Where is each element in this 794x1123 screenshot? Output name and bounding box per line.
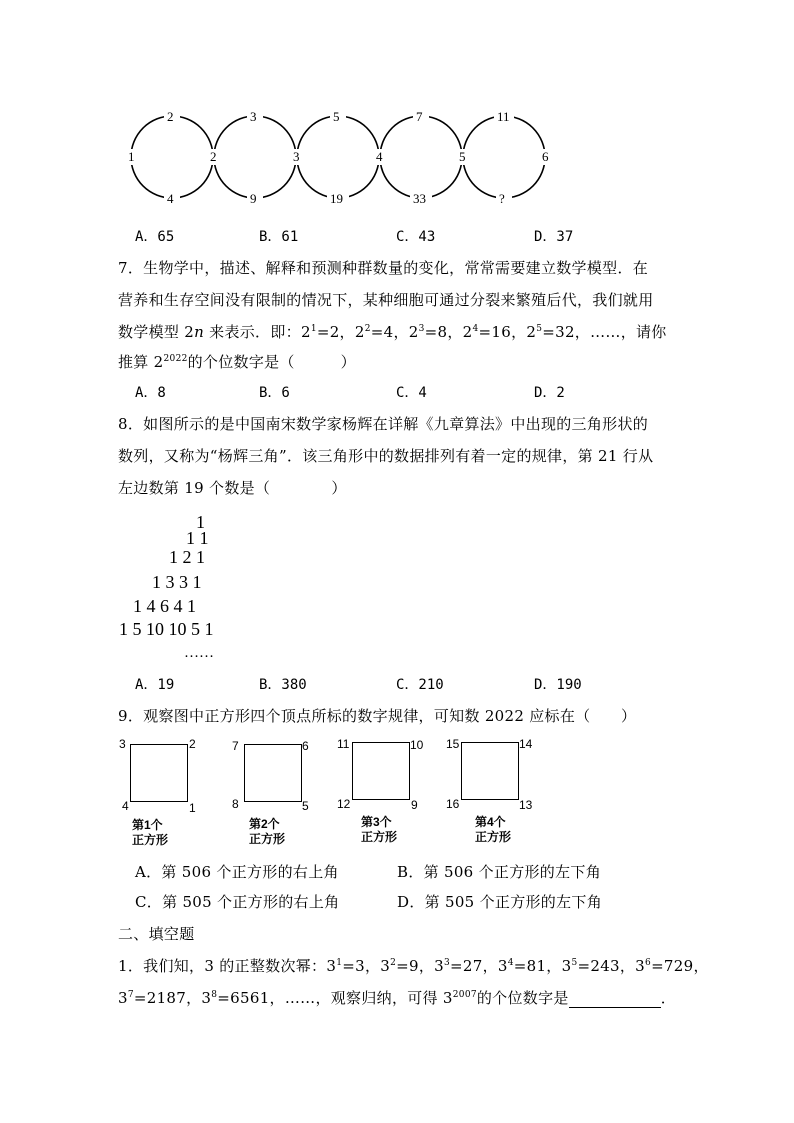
circle-left-label-1: 1	[128, 149, 135, 164]
square-2	[244, 744, 302, 802]
fill1-line-1: 1．我们知，3 的正整数次幂：$3^1=3$，$3^2=9$，$3^3=27$，$3^4=81$，$3^5=243$，$3^6=729$，	[118, 957, 709, 975]
square-3-top-right: 10	[410, 738, 424, 752]
square-4-top-right: 14	[519, 737, 533, 751]
triangle-row-5: 1 4 6 4 1	[133, 596, 196, 616]
q8-option-a: A．19	[135, 677, 175, 693]
q6-option-a: A．65	[135, 229, 175, 245]
square-3-bottom-right: 9	[411, 798, 418, 812]
q7-line-2: 营养和生存空间没有限制的情况下，某种细胞可通过分裂来繁殖后代，我们就用	[118, 291, 654, 309]
triangle-row-1: 1	[196, 512, 205, 532]
square-4-top-left: 15	[446, 737, 460, 751]
section-title-fill-in: 二、填空题	[118, 925, 195, 943]
q7-option-b: B．6	[259, 385, 290, 401]
square-1-bottom-right: 1	[189, 801, 196, 815]
q8-option-d: D．190	[534, 677, 582, 693]
q7-line-4: 推算 $2^{2022}$的个位数字是（ ）	[118, 353, 356, 371]
q8-line-1: 8．如图所示的是中国南宋数学家杨辉在详解《九章算法》中出现的三角形状的	[118, 415, 649, 433]
square-1-top-left: 3	[119, 737, 126, 751]
fill1-line-2: $3^7=2187$，$3^8=6561$，……，观察归纳，可得 $3^{2007}$的个位数字是 ．	[118, 989, 676, 1007]
q8-line-2: 数列，又称为“杨辉三角”．该三角形中的数据排列有着一定的规律，第 21 行从	[118, 447, 654, 465]
q9-option-c: C．第 505 个正方形的右上角	[135, 893, 340, 911]
fill1-answer-blank[interactable]	[569, 993, 661, 1008]
circle-2	[214, 116, 296, 198]
q7-line-1: 7．生物学中，描述、解释和预测种群数量的变化，常常需要建立数学模型．在	[118, 259, 649, 277]
q7-option-d: D．2	[534, 385, 565, 401]
circle-5	[463, 116, 545, 198]
circle-top-label-4: 7	[416, 109, 423, 124]
square-1-bottom-left: 4	[122, 799, 129, 813]
square-3-top-left: 11	[337, 737, 350, 751]
circle-right-label: 6	[542, 149, 549, 164]
q9-line-1: 9．观察图中正方形四个顶点所标的数字规律，可知数 2022 应标在（ ）	[118, 707, 637, 725]
triangle-row-3: 1 2 1	[169, 547, 205, 567]
q8-line-3: 左边数第 19 个数是（ ）	[118, 479, 347, 497]
square-4-caption: 第4个 正方形	[475, 815, 512, 844]
circle-bottom-label-5: ?	[499, 191, 505, 206]
q6-option-c: C．43	[396, 229, 436, 245]
square-4-bottom-left: 16	[446, 797, 460, 811]
circle-left-label-3: 3	[293, 149, 300, 164]
circle-3	[297, 116, 379, 198]
square-2-top-left: 7	[232, 739, 239, 753]
q9-option-b: B．第 506 个正方形的左下角	[397, 863, 601, 881]
circle-1	[131, 116, 213, 198]
circle-top-label-1: 2	[167, 109, 174, 124]
circle-bottom-label-4: 33	[413, 191, 426, 206]
square-3	[352, 742, 410, 800]
circle-bottom-label-2: 9	[250, 191, 257, 206]
square-3-caption: 第3个 正方形	[361, 815, 398, 844]
circle-bottom-label-3: 19	[330, 191, 343, 206]
q8-option-c: C．210	[396, 677, 444, 693]
q9-option-a: A．第 506 个正方形的右上角	[135, 863, 339, 881]
circle-bottom-label-1: 4	[167, 191, 174, 206]
q8-option-b: B．380	[259, 677, 307, 693]
square-3-bottom-left: 12	[337, 797, 351, 811]
square-2-bottom-right: 5	[302, 799, 309, 813]
circle-left-label-4: 4	[376, 149, 383, 164]
triangle-row-4: 1 3 3 1	[152, 572, 202, 592]
square-1	[130, 744, 188, 802]
q7-line-3: 数学模型 2n 来表示．即：$2^1=2$，$2^2=4$，$2^3=8$，$2^4=16$，$2^5=32$，……，请你	[118, 323, 667, 341]
square-2-caption: 第2个 正方形	[249, 817, 286, 846]
triangle-ellipsis: ……	[184, 645, 214, 661]
square-4	[461, 742, 519, 800]
square-1-top-right: 2	[189, 737, 196, 751]
square-1-caption: 第1个 正方形	[132, 818, 169, 847]
square-2-bottom-left: 8	[232, 797, 239, 811]
square-2-top-right: 6	[302, 739, 309, 753]
triangle-row-2: 1 1	[186, 528, 209, 548]
q6-option-b: B．61	[259, 229, 299, 245]
circle-top-label-3: 5	[333, 109, 340, 124]
circle-left-label-5: 5	[459, 149, 466, 164]
circle-top-label-5: 11	[497, 109, 510, 124]
q6-option-d: D．37	[534, 229, 574, 245]
circle-left-label-2: 2	[210, 149, 217, 164]
q7-option-c: C．4	[396, 385, 427, 401]
q9-option-d: D．第 505 个正方形的左下角	[397, 893, 602, 911]
q7-option-a: A．8	[135, 385, 166, 401]
square-4-bottom-right: 13	[519, 798, 533, 812]
circle-top-label-2: 3	[250, 109, 257, 124]
triangle-row-6: 1 5 10 10 5 1	[119, 619, 214, 639]
circle-4	[380, 116, 462, 198]
